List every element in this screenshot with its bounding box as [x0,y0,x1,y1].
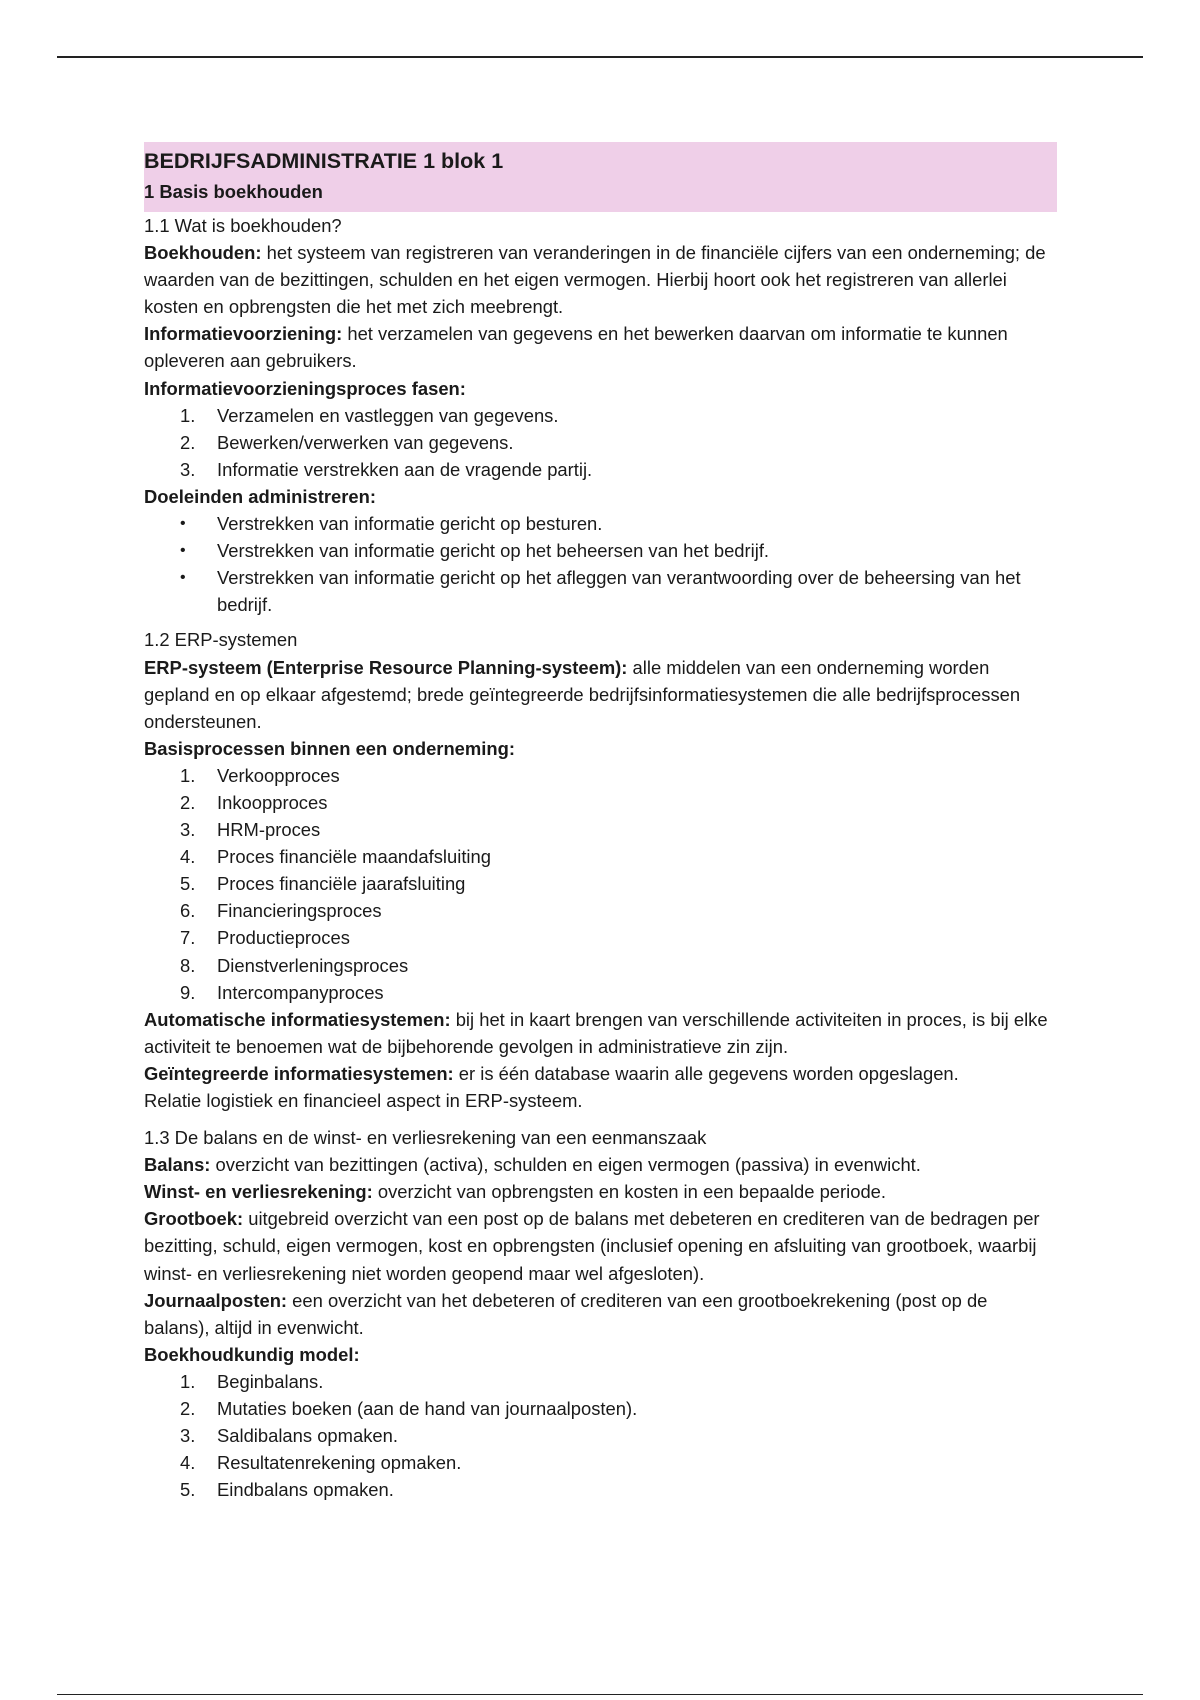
list-item [144,924,1057,951]
label-text: Informatievoorzieningsproces fasen: [144,377,466,399]
section-heading-1-1: 1.1 Wat is boekhouden? [144,215,342,236]
definition-text: overzicht van opbrengsten en kosten in een bepaalde periode. [372,1181,887,1203]
fasen-list [144,402,1057,483]
definition-balans [144,1151,1057,1178]
list-item [144,816,1057,843]
bullet-icon: • [180,569,186,587]
list-number: 3. [180,1425,196,1447]
label-text: Basisprocessen binnen een onderneming: [144,737,515,759]
definition-informatievoorziening [144,320,1057,374]
list-item [144,456,1057,483]
definition-automatische-informatiesystemen [144,1006,1057,1060]
list-item [144,1422,1057,1449]
list-item [144,1476,1057,1503]
list-item-text: Financieringsproces [217,900,382,922]
list-item-text: Eindbalans opmaken. [217,1479,394,1501]
list-item-text: Dienstverleningsproces [217,954,409,976]
chapter-heading: 1 Basis boekhouden [144,181,323,202]
list-item-text: Bewerken/verwerken van gegevens. [217,431,514,453]
list-item-text: HRM-proces [217,819,321,841]
definition-text: overzicht van bezittingen (activa), schulden en eigen vermogen (passiva) in evenwicht. [210,1154,921,1176]
definition-text: bij het in kaart brengen van verschillende activiteiten in proces, is bij elke activiteit te benoemen wat de bijbehorende gevolgen in administratieve zin zijn. [144,1008,1048,1057]
list-item-text: Verstrekken van informatie gericht op het beheersen van het bedrijf. [217,540,770,562]
list-item-text: Productieproces [217,927,350,949]
term: Geïntegreerde informatiesystemen: [144,1062,454,1084]
list-number: 3. [180,458,196,480]
term: Informatievoorziening: [144,323,343,345]
list-item [144,789,1057,816]
list-item-text: Beginbalans. [217,1370,324,1392]
document-body [144,142,1057,1503]
page-title: BEDRIJFSADMINISTRATIE 1 blok 1 [144,149,504,173]
list-item-text: Proces financiële maandafsluiting [217,846,491,868]
list-item-text: Verstrekken van informatie gericht op het afleggen van verantwoording over de beheersing van het bedrijf. [217,567,1021,616]
list-item [144,762,1057,789]
list-number: 4. [180,1452,196,1474]
bullet-icon: • [180,515,186,533]
model-list [144,1368,1057,1503]
list-item [144,429,1057,456]
definition-geintegreerde-informatiesystemen [144,1060,1057,1087]
list-number: 6. [180,900,196,922]
title-band [144,142,1057,212]
definition-journaalposten [144,1287,1057,1341]
list-number: 5. [180,1479,196,1501]
term: Balans: [144,1154,211,1176]
list-label-basisprocessen [144,735,1057,762]
list-item [144,537,1057,564]
list-number: 9. [180,981,196,1003]
list-item-text: Proces financiële jaarafsluiting [217,873,466,895]
list-label-model [144,1341,1057,1368]
list-number: 2. [180,791,196,813]
term: Boekhouden: [144,242,262,264]
list-label-fasen [144,375,1057,402]
bullet-icon: • [180,542,186,560]
list-item [144,1395,1057,1422]
list-number: 8. [180,954,196,976]
list-number: 1. [180,764,196,786]
list-item [144,510,1057,537]
list-item-text: Saldibalans opmaken. [217,1425,398,1447]
list-item-text: Verstrekken van informatie gericht op besturen. [217,513,603,535]
list-item-text: Mutaties boeken (aan de hand van journaalposten). [217,1398,638,1420]
list-item-text: Resultatenrekening opmaken. [217,1452,462,1474]
list-label-doeleinden [144,483,1057,510]
header-rule [57,56,1143,58]
list-number: 1. [180,1370,196,1392]
definition-grootboek [144,1205,1057,1286]
definition-text: het verzamelen van gegevens en het bewerken daarvan om informatie te kunnen opleveren aan gebruikers. [144,323,1008,372]
basisprocessen-list [144,762,1057,1006]
list-number: 2. [180,1398,196,1420]
list-item-text: Intercompanyproces [217,981,384,1003]
label-text: Boekhoudkundig model: [144,1343,360,1365]
definition-erp [144,654,1057,735]
relatie-note: Relatie logistiek en financieel aspect in ERP-systeem. [144,1090,583,1111]
definition-text: uitgebreid overzicht van een post op de balans met debeteren en crediteren van de bedragen per bezitting, schuld, eigen vermogen, kost en opbrengsten (inclusief opening en afsluiting van grootboek, waarbij winst- en verliesrekening niet worden geopend maar wel afgesloten). [144,1208,1040,1284]
list-number: 3. [180,819,196,841]
definition-winst-verliesrekening [144,1178,1057,1205]
list-number: 2. [180,431,196,453]
list-item [144,1449,1057,1476]
list-item [144,897,1057,924]
term: Grootboek: [144,1208,244,1230]
term: Automatische informatiesystemen: [144,1008,451,1030]
definition-text: een overzicht van het debeteren of crediteren van een grootboekrekening (post op de balans), altijd in evenwicht. [144,1289,988,1338]
definition-text: er is één database waarin alle gegevens worden opgeslagen. [453,1062,959,1084]
list-number: 1. [180,404,196,426]
footer-rule [57,1694,1143,1695]
list-item [144,1368,1057,1395]
term: ERP-systeem (Enterprise Resource Planning-systeem): [144,656,628,678]
section-heading-1-2: 1.2 ERP-systemen [144,629,298,651]
definition-text: het systeem van registreren van veranderingen in de financiële cijfers van een onderneming; de waarden van de bezittingen, schulden en het eigen vermogen. Hierbij hoort ook het registreren van allerlei kosten en opbrengsten die het met zich meebrengt. [144,242,1046,318]
list-item [144,843,1057,870]
list-item-text: Verzamelen en vastleggen van gegevens. [217,404,559,426]
list-number: 7. [180,927,196,949]
label-text: Doeleinden administreren: [144,485,376,507]
list-item [144,870,1057,897]
list-number: 4. [180,846,196,868]
list-item-text: Verkoopproces [217,764,340,786]
definition-text: alle middelen van een onderneming worden gepland en op elkaar afgestemd; brede geïntegreerde bedrijfsinformatiesystemen die alle bedrijfsprocessen ondersteunen. [144,656,1021,732]
doeleinden-list [144,510,1057,618]
list-item-text: Informatie verstrekken aan de vragende partij. [217,458,593,480]
list-item [144,564,1057,618]
list-item [144,952,1057,979]
list-item [144,402,1057,429]
term: Journaalposten: [144,1289,288,1311]
section-heading-1-3: 1.3 De balans en de winst- en verliesrekening van een eenmanszaak [144,1127,707,1149]
list-item-text: Inkoopproces [217,791,328,813]
term: Winst- en verliesrekening: [144,1181,373,1203]
list-item [144,979,1057,1006]
list-number: 5. [180,873,196,895]
definition-boekhouden [144,239,1057,320]
